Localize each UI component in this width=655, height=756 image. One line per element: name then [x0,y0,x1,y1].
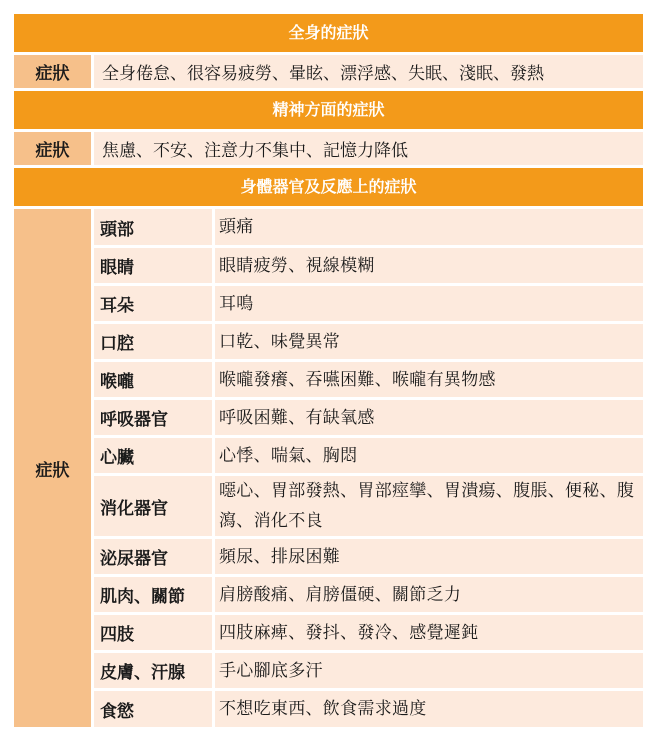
organ-name: 耳朵 [94,286,215,321]
row-label: 症狀 [14,132,94,165]
organ-name: 呼吸器官 [94,400,215,435]
section-row-whole-body [14,55,643,91]
organ-symptoms: 口乾、味覺異常 [215,324,643,359]
organ-symptoms: 耳鳴 [215,286,643,321]
table-row [94,653,643,691]
organ-symptoms: 肩膀酸痛、肩膀僵硬、關節乏力 [215,577,643,612]
table-row [94,438,643,476]
organ-name: 食慾 [94,691,215,727]
organ-rows [94,209,643,727]
organ-symptoms: 四肢麻痺、發抖、發冷、感覺遲鈍 [215,615,643,650]
row-label: 症狀 [14,55,94,88]
symptom-table [14,14,643,727]
table-row [94,476,643,539]
section-title: 精神方面的症狀 [272,100,385,119]
section-header-whole-body [14,14,643,55]
organ-name: 眼睛 [94,248,215,283]
table-row [94,248,643,286]
row-label: 症狀 [14,209,94,727]
table-row [94,615,643,653]
organ-symptoms: 眼睛疲勞、視線模糊 [215,248,643,283]
table-row [94,324,643,362]
organ-symptoms: 手心腳底多汗 [215,653,643,688]
table-row [94,539,643,577]
section-title: 身體器官及反應上的症狀 [240,177,417,196]
organ-name: 四肢 [94,615,215,650]
organ-name: 肌肉、關節 [94,577,215,612]
table-row [94,209,643,248]
organ-name: 喉嚨 [94,362,215,397]
section-header-mental [14,91,643,132]
organ-name: 皮膚、汗腺 [94,653,215,688]
organ-name: 心臟 [94,438,215,473]
organ-symptoms: 喉嚨發癢、吞嚥困難、喉嚨有異物感 [215,362,643,397]
table-row [94,400,643,438]
section-header-body-organs [14,168,643,209]
organ-name: 頭部 [94,209,215,245]
table-row [94,362,643,400]
organ-table [14,209,643,727]
section-row-mental [14,132,643,168]
organ-symptoms: 呼吸困難、有缺氧感 [215,400,643,435]
row-value: 焦慮、不安、注意力不集中、記憶力降低 [94,132,643,165]
organ-name: 泌尿器官 [94,539,215,574]
organ-symptoms: 不想吃東西、飲食需求過度 [215,691,643,727]
organ-symptoms: 頻尿、排尿困難 [215,539,643,574]
row-value: 全身倦怠、很容易疲勞、暈眩、漂浮感、失眠、淺眠、發熱 [94,55,643,88]
organ-name: 口腔 [94,324,215,359]
section-title: 全身的症狀 [288,23,369,42]
organ-symptoms: 心悸、喘氣、胸悶 [215,438,643,473]
table-row [94,691,643,727]
table-row [94,286,643,324]
organ-name: 消化器官 [94,476,215,536]
organ-symptoms: 噁心、胃部發熱、胃部痙攣、胃潰瘍、腹脹、便秘、腹瀉、消化不良 [215,476,643,536]
organ-symptoms: 頭痛 [215,209,643,245]
table-row [94,577,643,615]
